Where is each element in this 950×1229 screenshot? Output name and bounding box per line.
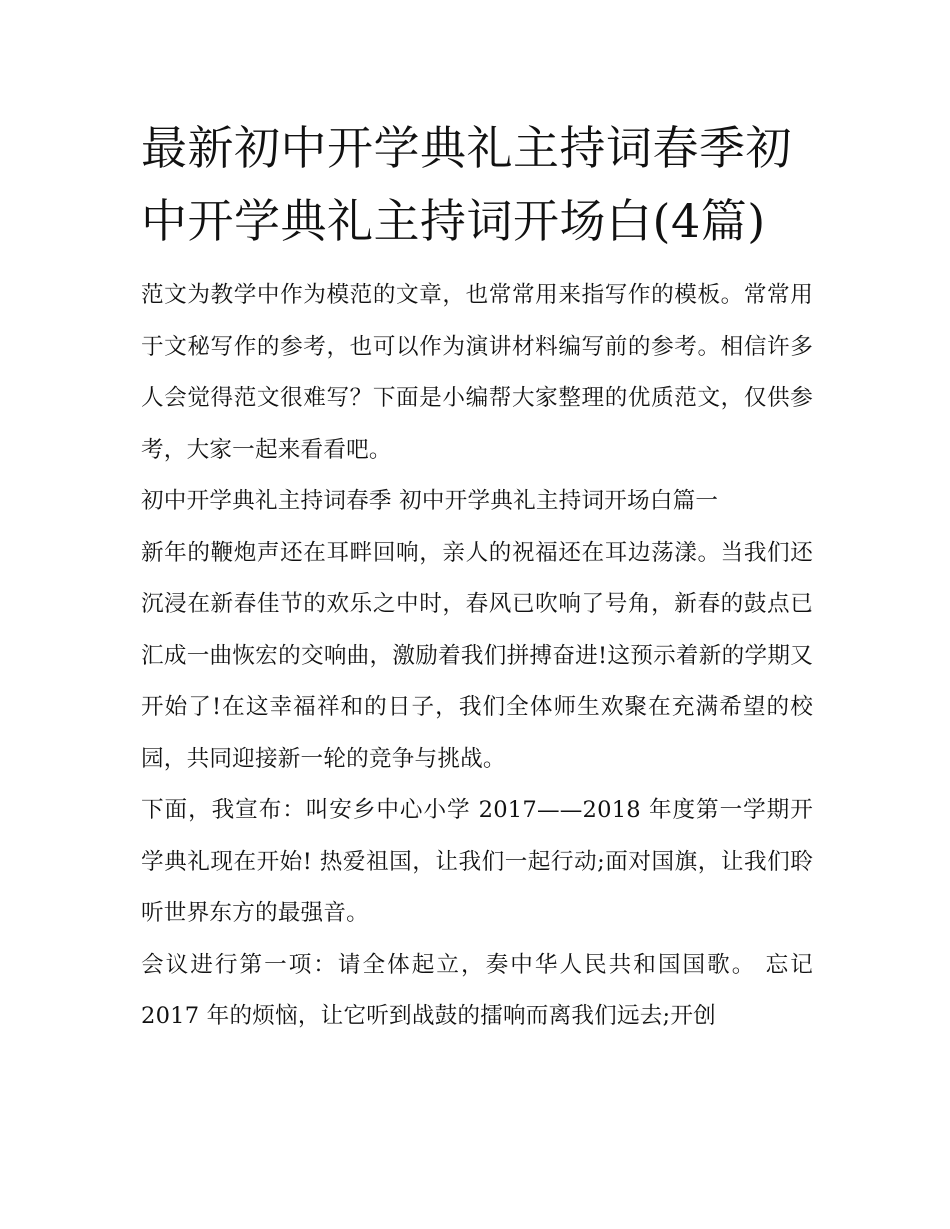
document-page <box>141 112 813 1043</box>
intro-paragraph: 范文为教学中作为模范的文章，也常常用来指写作的模板。常常用于文秘写作的参考，也可以作为演讲材料编写前的参考。相信许多人会觉得范文很难写？下面是小编帮大家整理的优质范文，仅供参考，大家一起来看看吧。 <box>141 282 813 463</box>
document-title: 最新初中开学典礼主持词春季初中开学典礼主持词开场白(4篇) <box>141 121 792 248</box>
section-heading: 初中开学典礼主持词春季 初中开学典礼主持词开场白篇一 <box>141 488 719 514</box>
body-paragraph: 会议进行第一项：请全体起立，奏中华人民共和国国歌。 忘记 2017 年的烦恼，让它听到战鼓的擂响而离我们远去;开创 <box>141 951 813 1029</box>
body-paragraph: 新年的鞭炮声还在耳畔回响，亲人的祝福还在耳边荡漾。当我们还沉浸在新春佳节的欢乐之中时，春风已吹响了号角，新春的鼓点已汇成一曲恢宏的交响曲，激励着我们拼搏奋进!这预示着新的学期又开始了!在这幸福祥和的日子，我们全体师生欢聚在充满希望的校园，共同迎接新一轮的竞争与挑战。 <box>141 539 813 772</box>
body-paragraph: 下面，我宣布：叫安乡中心小学 2017——2018 年度第一学期开学典礼现在开始! 热爱祖国，让我们一起行动;面对国旗，让我们聆听世界东方的最强音。 <box>141 797 813 926</box>
